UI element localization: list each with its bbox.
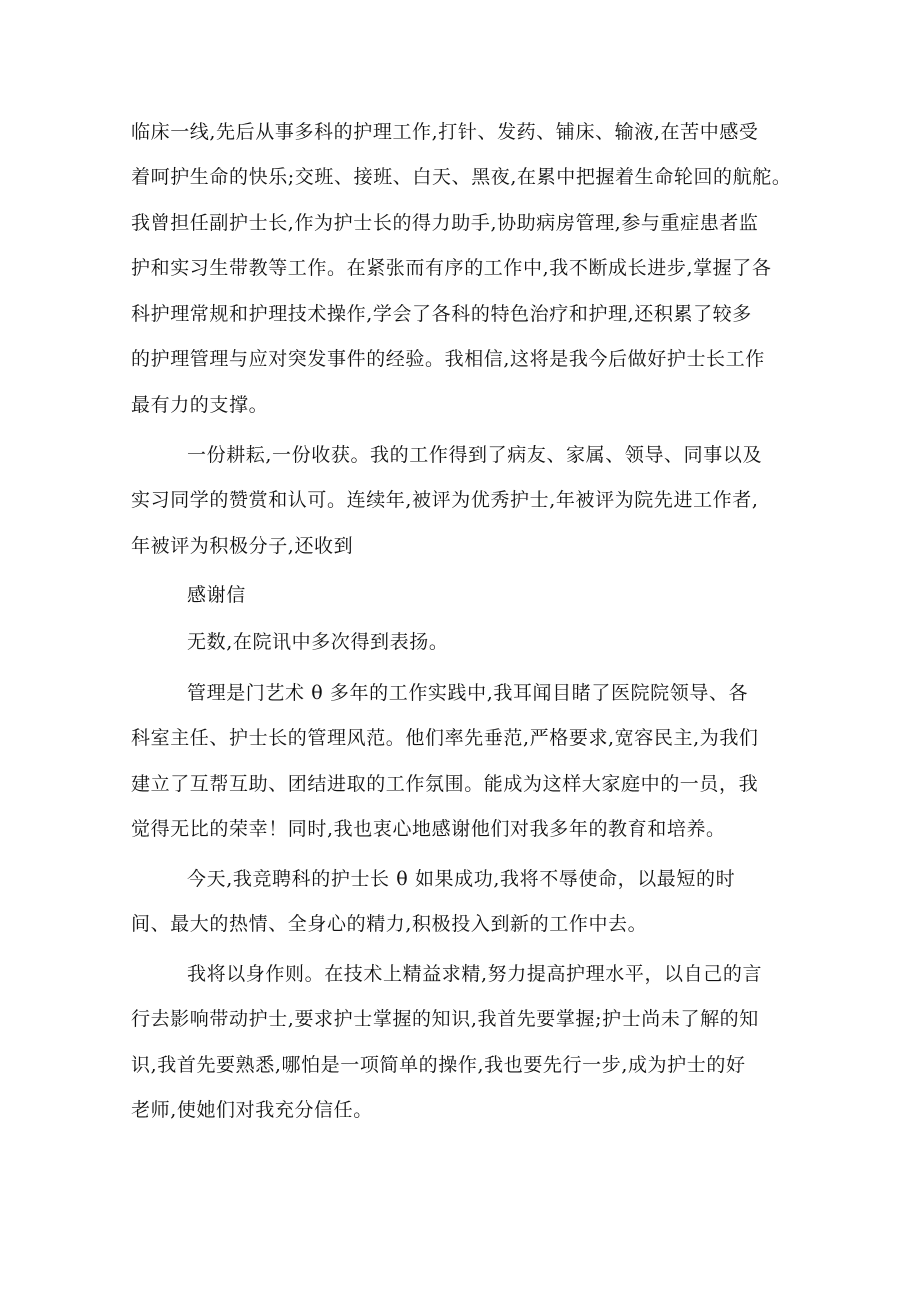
paragraph-5-line-1: 管理是门艺术 θ 多年的工作实践中,我耳闻目睹了医院院领导、各	[187, 682, 749, 704]
paragraph-2-line-2: 实习同学的赞赏和认可。连续年,被评为优秀护士,年被评为院先进工作者,	[131, 489, 759, 511]
paragraph-1-line-7: 最有力的支撑。	[131, 394, 269, 416]
paragraph-2-line-3: 年被评为积极分子,还收到	[131, 535, 354, 557]
paragraph-5-line-4: 觉得无比的荣幸！同时,我也衷心地感谢他们对我多年的教育和培养。	[131, 818, 726, 840]
paragraph-5-line-2: 科室主任、护士长的管理风范。他们率先垂范,严格要求,宽容民主,为我们	[131, 727, 759, 749]
paragraph-4-line-1: 无数,在院讯中多次得到表扬。	[187, 631, 449, 653]
paragraph-1-line-2: 着呵护生命的快乐;交班、接班、白天、黑夜,在累中把握着生命轮回的航舵。	[131, 166, 792, 188]
paragraph-1-line-4: 护和实习生带教等工作。在紧张而有序的工作中,我不断成长进步,掌握了各	[131, 257, 772, 279]
paragraph-7-line-4: 老师,使她们对我充分信任。	[131, 1099, 373, 1121]
paragraph-7-line-3: 识,我首先要熟悉,哪怕是一项简单的操作,我也要先行一步,成为护士的好	[131, 1054, 746, 1076]
paragraph-6-line-2: 间、最大的热情、全身心的精力,积极投入到新的工作中去。	[131, 913, 648, 935]
paragraph-1-line-5: 科护理常规和护理技术操作,学会了各科的特色治疗和护理,还积累了较多	[131, 303, 752, 325]
paragraph-7-line-1: 我将以身作则。在技术上精益求精,努力提高护理水平，以自己的言	[187, 963, 763, 985]
paragraph-6-line-1: 今天,我竞聘科的护士长 θ 如果成功,我将不辱使命，以最短的时	[187, 868, 736, 890]
paragraph-1-line-6: 的护理管理与应对突发事件的经验。我相信,这将是我今后做好护士长工作	[131, 348, 765, 370]
paragraph-7-line-2: 行去影响带动护士,要求护士掌握的知识,我首先要掌握;护士尚未了解的知	[131, 1008, 759, 1030]
paragraph-3-line-1: 感谢信	[187, 584, 246, 606]
paragraph-1-line-1: 临床一线,先后从事多科的护理工作,打针、发药、铺床、输液,在苦中感受	[131, 121, 759, 143]
paragraph-5-line-3: 建立了互帮互助、团结进取的工作氛围。能成为这样大家庭中的一员，我	[131, 773, 759, 795]
paragraph-2-line-1: 一份耕耘,一份收获。我的工作得到了病友、家属、领导、同事以及	[187, 444, 763, 466]
paragraph-1-line-3: 我曾担任副护士长,作为护士长的得力助手,协助病房管理,参与重症患者监	[131, 212, 759, 234]
